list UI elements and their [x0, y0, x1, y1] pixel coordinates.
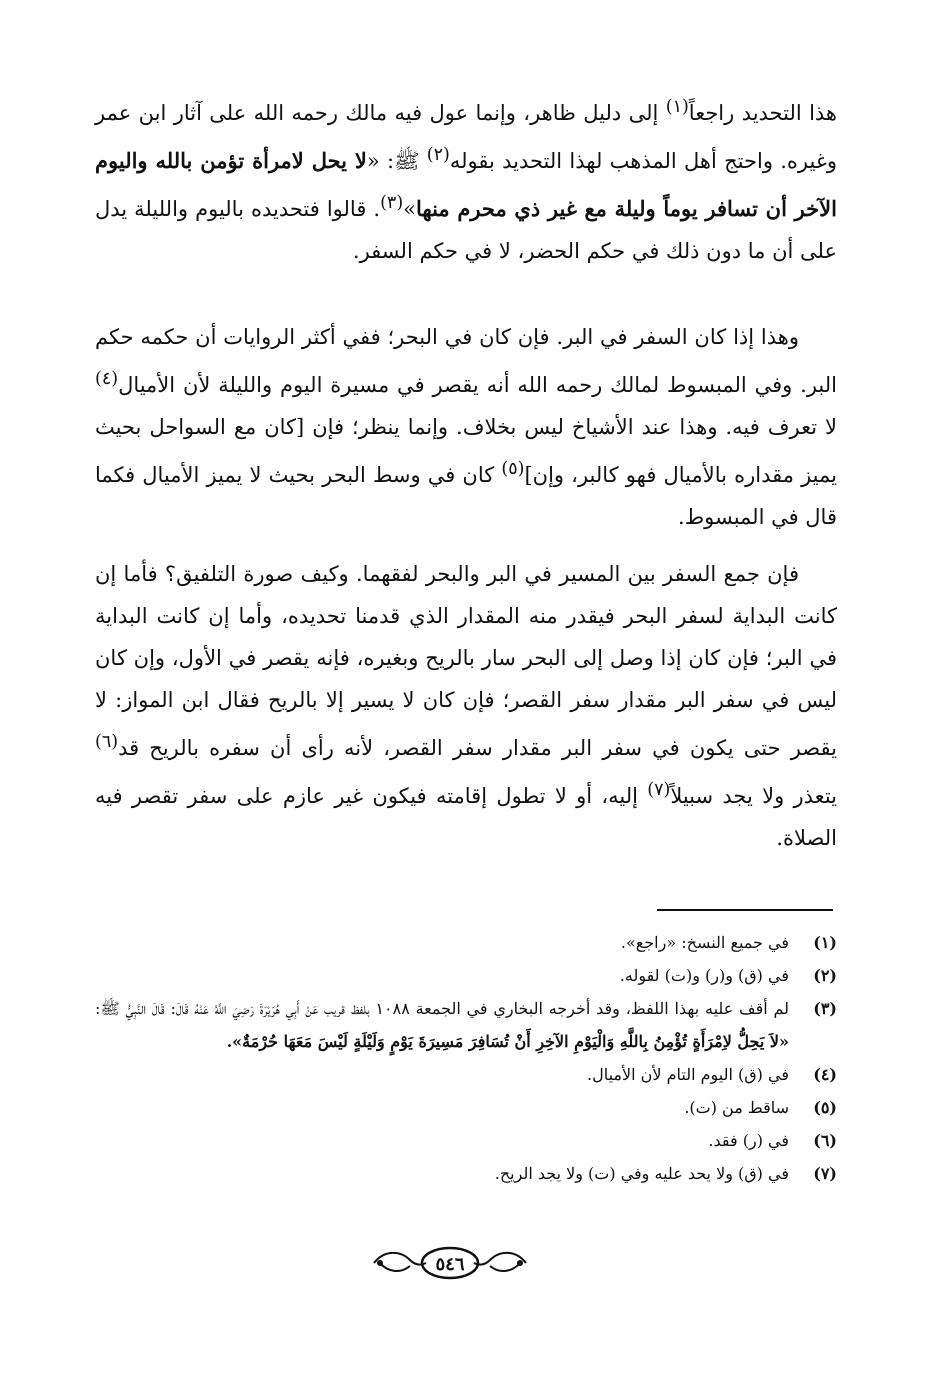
footnote-text: ساقط من (ت).: [684, 1098, 789, 1117]
footnote-item: [95, 1058, 837, 1091]
footnote-item: [95, 926, 837, 959]
hadith-quote: لا يحل لامرأة تؤمن بالله واليوم الآخر أن تسافر يوماً وليلة مع غير ذي محرم منها: [95, 148, 837, 221]
footnotes: [95, 926, 837, 1190]
body-text: [95, 553, 837, 859]
footnote-text: في (ق) ولا يحد عليه وفي (ت) ولا يجد الريح.: [494, 1164, 789, 1183]
footnote-text-run: لم أقف عليه بهذا اللفظ، وقد أخرجه البخاري في الجمعة ١٠٨٨ بلفظ قريب عَنْ أَبِي هُرَيْرَةَ رَضِيَ اللَّهُ عَنْهُ قَالَ: قَالَ النَّبِيُّ ﷺ:: [95, 999, 790, 1018]
text-run: لا تعرف فيه. وهذا عند الأشياخ ليس بخلاف. وإنما ينظر؛ فإن [كان مع السواحل بحيث يميز مقداره بالأميال فهو كالبر، وإن]: [95, 415, 837, 487]
footnote-ref: (٥): [501, 459, 525, 479]
paragraph-1: [95, 86, 837, 272]
footnote-text: في جميع النسخ: «راجع».: [620, 933, 789, 952]
footnote-number: (١): [813, 933, 837, 952]
paragraph-2: [95, 316, 837, 538]
text-run: ﷺ: «: [366, 149, 427, 173]
footnote-text: في (ق) اليوم التام لأن الأميال.: [587, 1065, 789, 1084]
footnote-text: في (ق) و(ر) و(ت) لقوله.: [619, 966, 789, 985]
footnote-separator: [657, 909, 833, 911]
footnote-ref: (٢): [426, 145, 450, 165]
page-number: ٥٤٦: [435, 1254, 465, 1275]
footnote-text: [95, 992, 789, 1058]
footnote-number: (٣): [813, 999, 837, 1018]
footnote-ref: (١): [665, 97, 689, 117]
body-text: [95, 316, 837, 538]
ornament-dot-left: [377, 1260, 383, 1266]
footnote-ref: (٣): [380, 193, 404, 213]
footnote-item: [95, 1124, 837, 1157]
text-run: إليه، أو لا تطول إقامته فيكون غير عازم على سفر تقصر فيه الصلاة.: [95, 784, 837, 850]
footnote-ref: (٦): [95, 732, 119, 752]
text-run: »: [403, 197, 416, 221]
text-run: فإن جمع السفر بين المسير في البر والبحر لفقهما. وكيف صورة التلفيق؟ فأما إن كانت البداية لسفر البحر فيقدر منه المقدار الذي قدمنا تحديده، وأما إن كانت البداية في البر؛ فإن كان إذا وصل إلى البحر سار بالريح وبغيره، فإنه يقصر في الأول، وإن كان ليس في سفر البر مقدار سفر القصر؛ فإن كان لا يسير إلا بالريح فقال ابن المواز: لا يقصر حتى يكون في سفر البر مقدار سفر القصر، لأنه رأى أن سفره بالريح قد: [95, 562, 837, 760]
paragraph-3: [95, 553, 837, 859]
footnote-item: [95, 1157, 837, 1190]
text-run: إلى دليل ظاهر، وإنما عول فيه مالك رحمه الله على آثار ابن عمر وغيره. واحتج أهل المذهب لهذا التحديد بقوله: [95, 101, 837, 173]
text-run: يتعذر ولا يجد سبيلاً: [670, 784, 837, 808]
text-run: كان في وسط البحر بحيث لا يميز الأميال فكما قال في المبسوط.: [95, 463, 837, 529]
footnote-number: (٧): [813, 1164, 837, 1183]
footnote-item: [95, 992, 837, 1058]
footnote-item: [95, 959, 837, 992]
footnote-number: (٤): [813, 1065, 837, 1084]
hadith-text: «لاَ يَحِلُّ لاِمْرَأَةٍ تُؤْمِنُ بِاللَّهِ وَالْيَوْمِ الآخِرِ أَنْ تُسَافِرَ مَسِيرَةَ يَوْمٍ وَلَيْلَةٍ لَيْسَ مَعَهَا حُرْمَةٌ».: [226, 1032, 789, 1051]
text-run: هذا التحديد راجعاً: [688, 101, 837, 125]
ornament-dot-right: [517, 1260, 523, 1266]
footnote-ref: (٧): [647, 780, 671, 800]
footnote-item: [95, 1091, 837, 1124]
footnote-number: (٦): [813, 1131, 837, 1150]
footnote-number: (٥): [813, 1098, 837, 1117]
footnote-text: في (ر) فقد.: [708, 1131, 789, 1150]
footnote-number: (٢): [813, 966, 837, 985]
body-text: [95, 86, 837, 272]
footnote-ref: (٤): [95, 369, 119, 389]
text-run: وهذا إذا كان السفر في البر. فإن كان في البحر؛ ففي أكثر الروايات أن حكمه حكم البر. وفي المبسوط لمالك رحمه الله أنه يقصر في مسيرة اليوم والليلة لأن الأميال: [95, 325, 837, 397]
page-number-ornament: [370, 1238, 530, 1288]
text-run: . قالوا فتحديده باليوم والليلة يدل على أن ما دون ذلك في حكم الحضر، لا في حكم السفر.: [95, 197, 837, 263]
